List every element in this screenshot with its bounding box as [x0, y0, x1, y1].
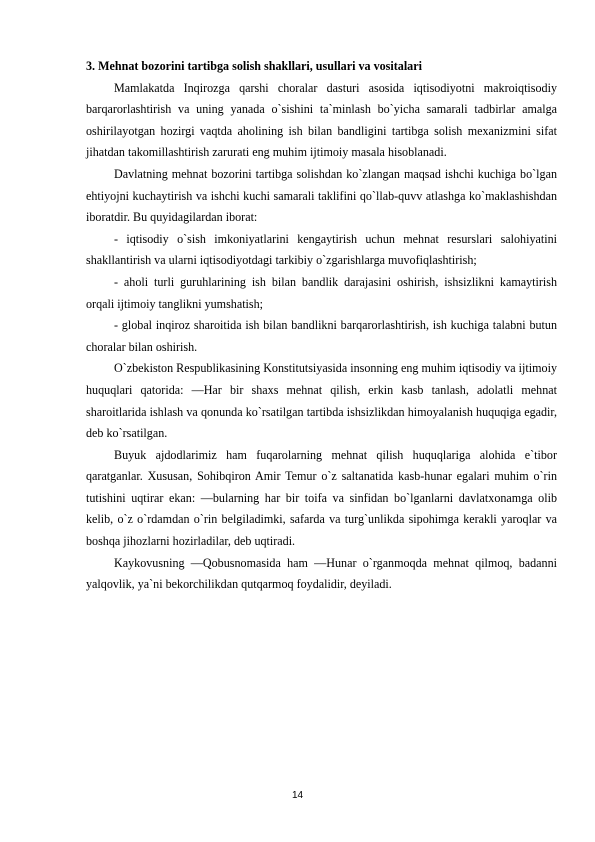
list-item: - aholi turli guruhlarining ish bilan bandlik darajasini oshirish, ishsizlikni kamaytirish orqali ijtimoiy tanglikni yumshatish; — [86, 274, 557, 311]
paragraph-ancestors: Buyuk ajdodlarimiz ham fuqarolarning mehnat qilish huquqlariga alohida e`tibor qaratganlar. Xususan, Sohibqiron Amir Temur o`z saltanatida kasb-hunar egalari muhim o`rin tutishini uqtirar ekan: ―bularning har bir toifa va sinfidan bo`lganlarni davlatxonamga olib kelib, o`z o`rdamdan o`rin belgiladimki, safarda va turg`unlikda sipohimga kerakli yaroqlar va boshqa jihozlarni hozirladilar, deb uqtiradi. — [86, 447, 557, 549]
section-heading: 3. Mehnat bozorini tartibga solish shakllari, usullari va vositalari — [86, 59, 422, 73]
document-page — [86, 56, 557, 596]
list-item: - global inqiroz sharoitida ish bilan bandlikni barqarorlashtirish, ish kuchiga talabni butun choralar bilan oshirish. — [86, 318, 557, 354]
paragraph-constitution: O`zbekiston Respublikasining Konstitutsiyasida insonning eng muhim iqtisodiy va ijtimoiy huquqlari qatorida: ―Har bir shaxs mehnat qilish, erkin kasb tanlash, adolatli mehnat sharoitlarida ishlash va qonunda ko`rsatilgan tartibda ishsizlikdan himoyalanish huquqiga egadir, deb ko`rsatilgan. — [86, 361, 557, 441]
page-number: 14 — [291, 790, 304, 801]
paragraph-state-goal: Davlatning mehnat bozorini tartibga solishdan ko`zlangan maqsad ishchi kuchiga bo`lgan ehtiyojni kuchaytirish va ishchi kuchi samarali taklifini qo`llab-quvv atlashga ko`maklashishdan iboratdir. Bu quyidagilardan iborat: — [86, 166, 557, 225]
paragraph-intro: Mamlakatda Inqirozga qarshi choralar dasturi asosida iqtisodiyotni makroiqtisodiy barqarorlashtirish va uning yanada o`sishini ta`minlash bo`yicha samarali tadbirlar amalga oshirilayotgan hozirgi vaqtda aholining ish bilan bandligini tartibga solish mexanizmini sifat jihatdan takomillashtirish zarurati eng muhim ijtimoiy masala hisoblanadi. — [86, 80, 557, 160]
list-item: - iqtisodiy o`sish imkoniyatlarini kengaytirish uchun mehnat resurslari salohiyatini shakllantirish va ularni iqtisodiyotdagi tarkibiy o`zgarishlarga muvofiqlashtirish; — [86, 231, 557, 268]
paragraph-qobusnoma: Kaykovusning ―Qobusnomasida ham ―Hunar o`rganmoqda mehnat qilmoq, badanni yalqovlik, ya`ni bekorchilikdan qutqarmoq foydalidir, deyiladi. — [86, 555, 557, 592]
